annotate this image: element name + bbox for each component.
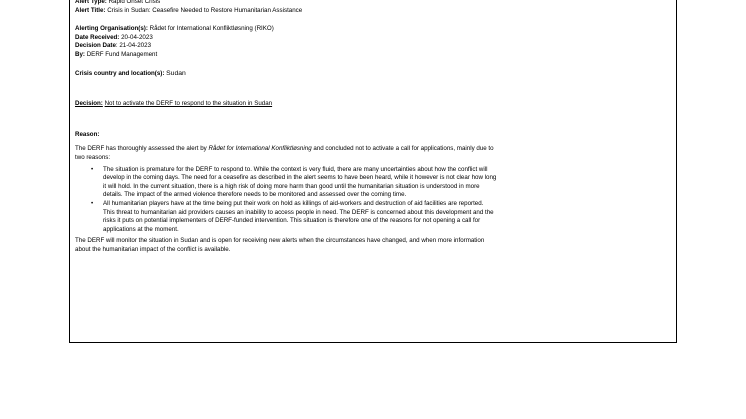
reason-intro-text-a: The DERF has thoroughly assessed the alert by — [75, 145, 209, 153]
bullet-icon: • — [91, 199, 94, 207]
decided-by-value: DERF Fund Management — [86, 50, 158, 58]
bullet-line: applications at the moment. — [103, 225, 179, 233]
reason-bullet-item — [91, 165, 670, 200]
bullet-line: This threat to humanitarian aid providers causes an inability to access people in need. The DERF is concerned about this development and the — [103, 208, 494, 216]
crisis-country-row — [75, 70, 670, 79]
reason-intro-line-1 — [75, 145, 670, 154]
reason-closing — [75, 237, 670, 254]
alert-type-label: Alert Type: — [75, 0, 107, 5]
decision-label: Decision: — [75, 100, 103, 108]
reason-bullet-item — [91, 199, 670, 234]
decided-by-row — [75, 51, 670, 60]
alert-title-value: Crisis in Sudan: Ceasefire Needed to Restore Humanitarian Assistance — [107, 6, 303, 14]
alerting-org-row — [75, 25, 670, 34]
decision-date-label: Decision Date — [75, 42, 116, 50]
reason-bullet-list — [75, 166, 670, 235]
date-received-row — [75, 34, 670, 43]
alert-title-row — [75, 7, 670, 16]
reason-intro-text-b: and concluded not to activate a call for applications, mainly due to — [311, 145, 494, 153]
reason-heading: Reason: — [75, 130, 100, 138]
reason-intro — [75, 145, 670, 162]
decision-record-box — [69, 0, 677, 343]
crisis-country-value: Sudan — [166, 69, 186, 77]
decision-date-value: : 21-04-2023 — [115, 42, 152, 50]
alert-title-label: Alert Title: — [75, 6, 106, 14]
decision-value: Not to activate the DERF to respond to the situation in Sudan — [104, 100, 273, 108]
alerting-org-value: Rådet for International Konfliktløsning (RIKO) — [149, 25, 274, 33]
bullet-line: risks it puts on potential implementers of DERF-funded intervention. This situation is therefore one of the reasons for not opening a call for — [103, 217, 481, 225]
bullet-line: All humanitarian players have at the time being put their work on hold as killings of aid-workers and destruction of aid facilities are reported. — [103, 199, 484, 207]
bullet-line: details. The impact of the armed violence therefore needs to be monitored and assessed over the coming time. — [103, 191, 407, 199]
bullet-line: develop in the coming days. The need for a ceasefire as described in the alert seems to have been heard, while it however is not clear how long — [103, 174, 497, 182]
reason-closing-line-1: The DERF will monitor the situation in Sudan and is open for receiving new alerts when the circumstances have changed, and when more information — [75, 237, 485, 245]
bullet-line: it will hold. In the current situation, there is a high risk of doing more harm than good until the humanitarian situation is understood in more — [103, 182, 480, 190]
decision-row — [75, 100, 670, 109]
bullet-icon: • — [91, 165, 94, 173]
alert-type-row — [75, 0, 670, 7]
reason-closing-line-2: about the humanitarian impact of the conflict is available. — [75, 245, 231, 253]
date-received-label: Date Received: — [75, 33, 120, 41]
decided-by-label: By: — [75, 50, 85, 58]
bullet-line: The situation is premature for the DERF to respond to. While the context is very fluid, there are many uncertainties about how the conflict will — [103, 165, 488, 173]
alert-type-value: Rapid Onset Crisis — [108, 0, 161, 5]
reason-intro-line-2: two reasons: — [75, 153, 111, 161]
reason-intro-org: Rådet for International Konfliktløsning — [208, 145, 312, 153]
crisis-country-label: Crisis country and location(s): — [75, 69, 165, 77]
decision-date-row — [75, 42, 670, 51]
alerting-org-label: Alerting Organisation(s): — [75, 25, 148, 33]
date-received-value: 20-04-2023 — [121, 33, 153, 41]
